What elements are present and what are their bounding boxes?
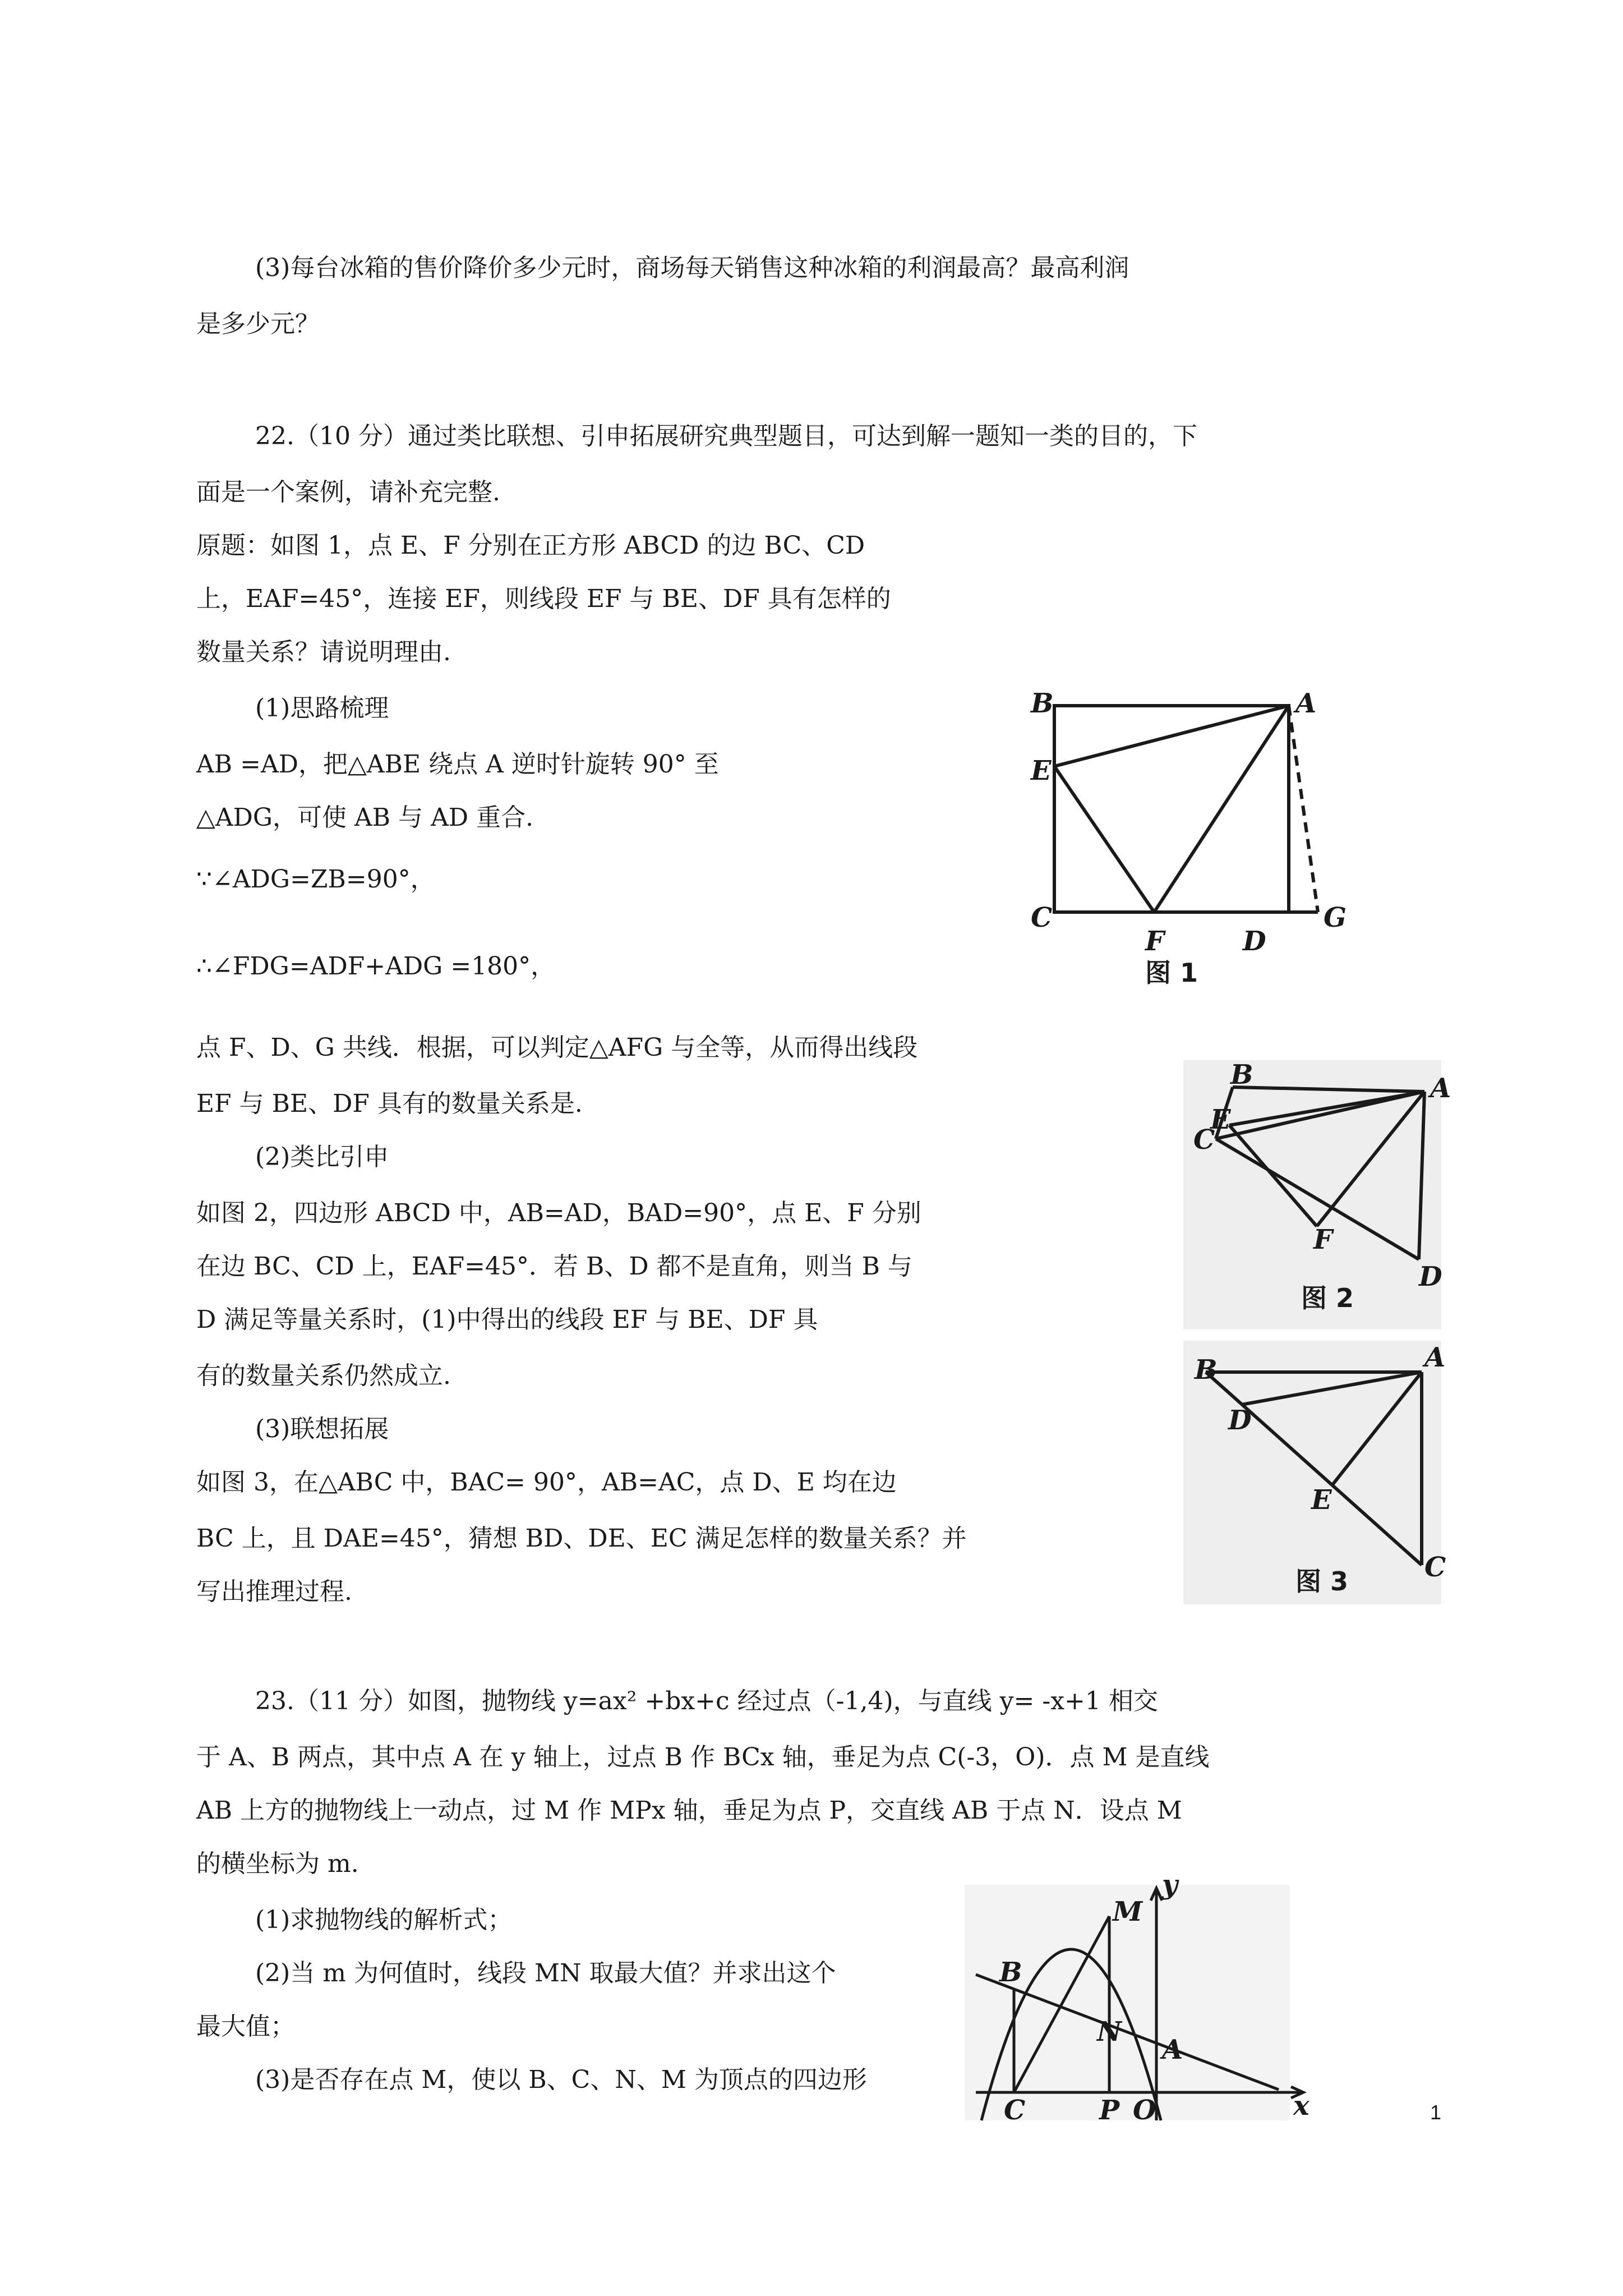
text-line: 22.（10 分）通过类比联想、引申拓展研究典型题目，可达到解一题知一类的目的，下	[255, 422, 1197, 450]
label-a: A	[1162, 2034, 1183, 2065]
label-e: E	[1311, 1484, 1332, 1516]
segment-ef	[1229, 1125, 1317, 1226]
label-g: G	[1324, 902, 1347, 933]
label-e: E	[1210, 1104, 1231, 1135]
segment-ag	[1289, 706, 1318, 912]
text-line: 在边 BC、CD 上，EAF=45°．若 B、D 都不是直角，则当 B 与	[196, 1252, 912, 1281]
figure-parabola	[965, 1874, 1324, 2132]
figure-3	[1183, 1341, 1453, 1604]
text-line: 如图 2，四边形 ABCD 中，AB=AD，BAD=90°，点 E、F 分别	[196, 1199, 921, 1227]
text-line: D 满足等量关系时，(1)中得出的线段 EF 与 BE、DF 具	[196, 1305, 818, 1334]
segment-ad	[1242, 1372, 1422, 1405]
text-line: (3)联想拓展	[255, 1415, 389, 1443]
label-e: E	[1031, 755, 1052, 786]
label-f: F	[1313, 1224, 1333, 1255]
segment-ef	[1054, 766, 1154, 912]
text-line: 写出推理过程.	[196, 1577, 352, 1606]
text-line: (1)思路梳理	[255, 694, 389, 723]
label-c: C	[1193, 1124, 1215, 1156]
label-a: A	[1424, 1342, 1446, 1373]
label-x: x	[1293, 2090, 1310, 2122]
label-b: B	[1230, 1060, 1253, 1091]
segment-ae	[1332, 1372, 1422, 1485]
text-line: 原题：如图 1，点 E、F 分别在正方形 ABCD 的边 BC、CD	[196, 531, 865, 560]
label-c: C	[1031, 902, 1053, 933]
line-ab	[976, 1975, 1279, 2090]
text-line: 有的数量关系仍然成立.	[196, 1361, 451, 1390]
label-b: B	[999, 1957, 1022, 1988]
text-line: (1)求抛物线的解析式；	[255, 1906, 513, 1934]
page-number: 1	[1430, 2101, 1442, 2124]
text-line: 是多少元？	[196, 310, 320, 338]
segment-ab	[1233, 1087, 1424, 1092]
text-line: 上，EAF=45°，连接 EF，则线段 EF 与 BE、DF 具有怎样的	[196, 585, 891, 613]
figure-1	[1021, 684, 1368, 999]
text-line: (3)每台冰箱的售价降价多少元时，商场每天销售这种冰箱的利润最高？最高利润	[255, 254, 1129, 282]
label-y: y	[1162, 1874, 1178, 1901]
text-line: ∵∠ADG=ZB=90°，	[196, 865, 435, 894]
text-line: 如图 3，在△ABC 中，BAC= 90°，AB=AC，点 D、E 均在边	[196, 1468, 897, 1497]
label-d: D	[1243, 926, 1266, 957]
label-n: N	[1097, 2016, 1122, 2047]
label-a: A	[1430, 1073, 1451, 1104]
figure-2	[1183, 1060, 1453, 1329]
label-d: D	[1228, 1405, 1252, 1436]
text-line: 23.（11 分）如图，抛物线 y=ax² +bx+c 经过点（-1,4)，与直线 y= -x+1 相交	[255, 1687, 1158, 1715]
label-b: B	[1031, 688, 1054, 719]
label-b: B	[1195, 1354, 1218, 1386]
text-line: AB 上方的抛物线上一动点，过 M 作 MPx 轴，垂足为点 P，交直线 AB 于点 N．设点 M	[196, 1796, 1182, 1825]
text-line: 点 F、D、G 共线．根据，可以判定△AFG 与全等，从而得出线段	[196, 1033, 918, 1062]
text-line: ∴∠FDG=ADF+ADG =180°，	[196, 952, 556, 981]
label-a: A	[1295, 688, 1317, 719]
segment-cm	[1014, 1916, 1109, 2092]
text-line: 于 A、B 两点，其中点 A 在 y 轴上，过点 B 作 BCx 轴，垂足为点 C(-3，O)．点 M 是直线	[196, 1743, 1210, 1772]
label-p: P	[1099, 2095, 1120, 2126]
text-line: (3)是否存在点 M，使以 B、C、N、M 为顶点的四边形	[255, 2065, 867, 2094]
text-line: 最大值；	[196, 2012, 295, 2041]
figure-3-caption: 图 3	[1295, 1566, 1349, 1596]
label-c: C	[1424, 1552, 1446, 1583]
text-line: (2)当 m 为何值时，线段 MN 取最大值？并求出这个	[255, 1959, 836, 1987]
label-d: D	[1419, 1261, 1442, 1292]
segment-ad	[1419, 1092, 1424, 1259]
text-line: AB =AD，把△ABE 绕点 A 逆时针旋转 90° 至	[196, 750, 719, 779]
text-line: △ADG，可使 AB 与 AD 重合.	[196, 803, 534, 832]
label-o: O	[1133, 2095, 1156, 2126]
text-line: BC 上，且 DAE=45°，猜想 BD、DE、EC 满足怎样的数量关系？并	[196, 1524, 967, 1553]
text-line: 面是一个案例，请补充完整.	[196, 478, 500, 507]
figure-1-caption: 图 1	[1145, 958, 1198, 988]
label-m: M	[1113, 1896, 1143, 1927]
segment-bc	[1206, 1372, 1422, 1565]
text-line: (2)类比引申	[255, 1143, 389, 1171]
figure-2-caption: 图 2	[1301, 1283, 1354, 1313]
text-line: 的横坐标为 m.	[196, 1849, 359, 1878]
text-line: 数量关系？请说明理由.	[196, 638, 451, 666]
label-f: F	[1145, 926, 1165, 957]
label-c: C	[1004, 2095, 1026, 2126]
text-line: EF 与 BE、DF 具有的数量关系是.	[196, 1089, 583, 1118]
